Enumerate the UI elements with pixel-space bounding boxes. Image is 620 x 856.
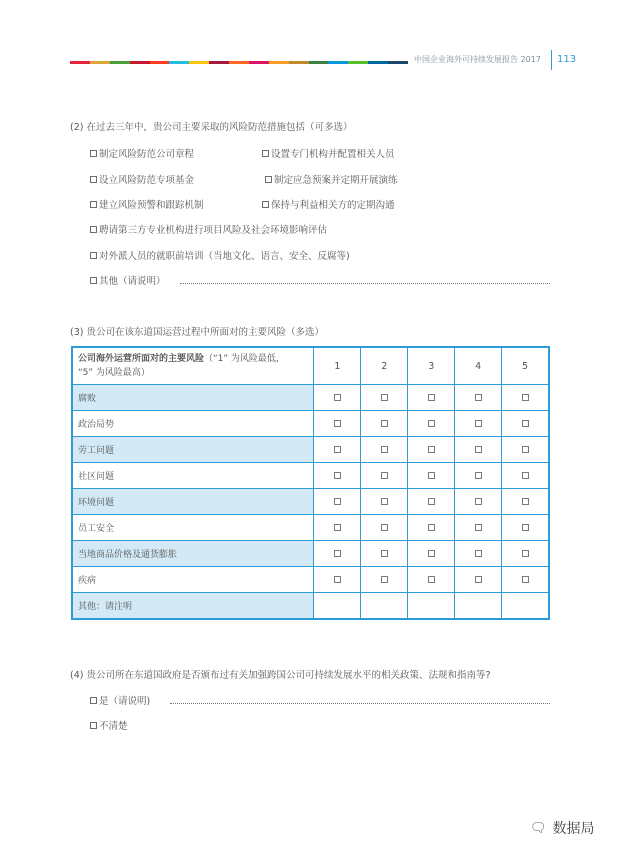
rating-cell[interactable] [502, 385, 549, 411]
scale-header: 4 [455, 347, 502, 385]
checkbox[interactable] [90, 201, 97, 208]
question-4-title: (4) 贵公司所在东道国政府是否颁布过有关加强跨国公司可持续发展水平的相关政策、法规和指南等? [70, 670, 491, 681]
option-label: 设置专门机构并配置相关人员 [271, 149, 395, 160]
header-divider [551, 50, 552, 70]
rating-cell[interactable] [361, 437, 408, 463]
color-bar-segment [388, 61, 408, 64]
rating-cell [314, 593, 361, 620]
rating-cell[interactable] [314, 437, 361, 463]
rating-checkbox[interactable] [381, 524, 388, 531]
rating-cell[interactable] [502, 411, 549, 437]
rating-cell[interactable] [502, 515, 549, 541]
color-bar-segment [189, 61, 209, 64]
rating-cell [455, 593, 502, 620]
rating-cell[interactable] [502, 567, 549, 593]
color-bar-segment [209, 61, 229, 64]
rating-cell[interactable] [455, 515, 502, 541]
rating-checkbox[interactable] [381, 446, 388, 453]
rating-cell[interactable] [455, 411, 502, 437]
rating-checkbox[interactable] [475, 576, 482, 583]
table-header-row [72, 347, 549, 385]
rating-cell[interactable] [361, 515, 408, 541]
option-label: 对外派人员的就职前培训（当地文化、语言、安全、反腐等) [99, 251, 350, 262]
option-label: 是（请说明) [99, 696, 151, 707]
color-bar-segment [150, 61, 170, 64]
question-2-title: (2) 在过去三年中，贵公司主要采取的风险防范措施包括（可多选） [70, 122, 353, 133]
checkbox[interactable] [90, 176, 97, 183]
rating-checkbox[interactable] [475, 472, 482, 479]
rating-checkbox[interactable] [428, 576, 435, 583]
rating-checkbox[interactable] [475, 498, 482, 505]
rating-cell[interactable] [314, 463, 361, 489]
checkbox[interactable] [262, 201, 269, 208]
scale-header: 1 [314, 347, 361, 385]
color-bar-segment [110, 61, 130, 64]
rating-checkbox[interactable] [522, 576, 529, 583]
table-row [72, 515, 549, 541]
checkbox[interactable] [90, 277, 97, 284]
rating-cell[interactable] [408, 541, 455, 567]
color-bar-segment [249, 61, 269, 64]
explain-answer-line[interactable] [170, 703, 550, 704]
risk-label: 社区问题 [72, 463, 314, 489]
rating-checkbox[interactable] [522, 420, 529, 427]
rating-checkbox[interactable] [381, 576, 388, 583]
report-title: 中国企业海外可持续发展报告 2017 [414, 55, 541, 64]
q2-option[interactable] [265, 172, 398, 186]
rating-cell[interactable] [455, 385, 502, 411]
rating-checkbox[interactable] [334, 446, 341, 453]
color-bar-segment [130, 61, 150, 64]
color-bar-segment [289, 61, 309, 64]
rating-cell[interactable] [314, 411, 361, 437]
option-label: 其他（请说明） [99, 276, 166, 287]
rating-checkbox[interactable] [334, 394, 341, 401]
table-row [72, 567, 549, 593]
color-bar-segment [70, 61, 90, 64]
q2-option-other[interactable] [90, 273, 166, 287]
table-row [72, 463, 549, 489]
rating-cell[interactable] [314, 541, 361, 567]
q4-option-yes[interactable] [90, 693, 150, 707]
rating-checkbox[interactable] [334, 550, 341, 557]
rating-checkbox[interactable] [428, 394, 435, 401]
wechat-icon: 🗨 [530, 820, 547, 836]
rating-checkbox[interactable] [428, 498, 435, 505]
rating-checkbox[interactable] [428, 472, 435, 479]
rating-checkbox[interactable] [475, 420, 482, 427]
table-header-label: 公司海外运营所面对的主要风险（“1” 为风险最低， “5” 为风险最高） [72, 347, 314, 385]
table-row [72, 411, 549, 437]
rating-checkbox[interactable] [428, 550, 435, 557]
q4-option-unclear[interactable] [90, 718, 128, 732]
watermark [530, 818, 595, 838]
watermark-text: 数据局 [552, 821, 595, 837]
q2-option[interactable] [90, 248, 350, 262]
table-row [72, 541, 549, 567]
color-bar-segment [309, 61, 329, 64]
risk-label: 其他：请注明 [72, 593, 314, 620]
color-bar-segment [169, 61, 189, 64]
rating-cell[interactable] [408, 567, 455, 593]
rating-checkbox[interactable] [428, 446, 435, 453]
checkbox[interactable] [90, 697, 97, 704]
risk-label: 政治局势 [72, 411, 314, 437]
rating-checkbox[interactable] [381, 420, 388, 427]
rating-cell [502, 593, 549, 620]
rating-cell[interactable] [502, 463, 549, 489]
rating-cell[interactable] [502, 541, 549, 567]
rating-cell[interactable] [361, 385, 408, 411]
rating-checkbox[interactable] [381, 498, 388, 505]
rating-cell[interactable] [455, 567, 502, 593]
rating-cell[interactable] [314, 567, 361, 593]
option-label: 制定应急预案并定期开展演练 [274, 175, 398, 186]
rating-checkbox[interactable] [522, 498, 529, 505]
q2-option[interactable] [90, 222, 327, 236]
rating-cell[interactable] [455, 437, 502, 463]
option-label: 不清楚 [99, 721, 128, 732]
rating-checkbox[interactable] [381, 550, 388, 557]
rating-cell[interactable] [502, 489, 549, 515]
rating-cell[interactable] [314, 489, 361, 515]
rating-cell[interactable] [502, 437, 549, 463]
table-row [72, 385, 549, 411]
table-row [72, 593, 549, 620]
table-row [72, 437, 549, 463]
rating-checkbox[interactable] [522, 472, 529, 479]
risk-label: 劳工问题 [72, 437, 314, 463]
color-bar-segment [90, 61, 110, 64]
rating-cell[interactable] [455, 463, 502, 489]
rating-checkbox[interactable] [475, 446, 482, 453]
option-label: 建立风险预警和跟踪机制 [99, 200, 204, 211]
sdg-color-bar [70, 61, 408, 64]
rating-checkbox[interactable] [334, 472, 341, 479]
rating-cell[interactable] [314, 515, 361, 541]
risk-label: 环境问题 [72, 489, 314, 515]
risk-label: 腐败 [72, 385, 314, 411]
other-answer-line[interactable] [180, 283, 550, 284]
rating-cell[interactable] [361, 463, 408, 489]
rating-checkbox[interactable] [522, 394, 529, 401]
rating-cell[interactable] [455, 541, 502, 567]
rating-cell[interactable] [408, 411, 455, 437]
rating-checkbox[interactable] [522, 550, 529, 557]
rating-checkbox[interactable] [334, 576, 341, 583]
rating-checkbox[interactable] [522, 524, 529, 531]
rating-cell[interactable] [361, 541, 408, 567]
scale-header: 5 [502, 347, 549, 385]
rating-checkbox[interactable] [381, 472, 388, 479]
q2-option[interactable] [90, 172, 194, 186]
option-label: 保持与利益相关方的定期沟通 [271, 200, 395, 211]
rating-checkbox[interactable] [475, 394, 482, 401]
rating-cell[interactable] [408, 515, 455, 541]
checkbox[interactable] [90, 226, 97, 233]
rating-cell[interactable] [361, 489, 408, 515]
table-row [72, 489, 549, 515]
rating-cell [408, 593, 455, 620]
rating-cell[interactable] [361, 411, 408, 437]
rating-checkbox[interactable] [428, 420, 435, 427]
color-bar-segment [229, 61, 249, 64]
rating-cell[interactable] [408, 463, 455, 489]
checkbox[interactable] [90, 150, 97, 157]
rating-cell[interactable] [314, 385, 361, 411]
rating-checkbox[interactable] [475, 550, 482, 557]
checkbox[interactable] [90, 252, 97, 259]
rating-checkbox[interactable] [428, 524, 435, 531]
q2-option[interactable] [90, 146, 194, 160]
rating-cell[interactable] [408, 385, 455, 411]
rating-cell[interactable] [408, 437, 455, 463]
rating-checkbox[interactable] [381, 394, 388, 401]
question-3-title: (3) 贵公司在该东道国运营过程中所面对的主要风险（多选） [70, 327, 324, 338]
color-bar-segment [368, 61, 388, 64]
rating-cell[interactable] [408, 489, 455, 515]
color-bar-segment [328, 61, 348, 64]
risk-label: 疾病 [72, 567, 314, 593]
checkbox[interactable] [262, 150, 269, 157]
rating-cell[interactable] [361, 567, 408, 593]
option-label: 制定风险防范公司章程 [99, 149, 195, 160]
color-bar-segment [269, 61, 289, 64]
q2-option[interactable] [90, 197, 204, 211]
scale-header: 3 [408, 347, 455, 385]
risk-label: 员工安全 [72, 515, 314, 541]
rating-cell[interactable] [455, 489, 502, 515]
scale-header: 2 [361, 347, 408, 385]
risk-rating-table [71, 346, 550, 620]
checkbox[interactable] [90, 722, 97, 729]
rating-checkbox[interactable] [522, 446, 529, 453]
option-label: 设立风险防范专项基金 [99, 175, 195, 186]
rating-checkbox[interactable] [334, 420, 341, 427]
rating-checkbox[interactable] [334, 524, 341, 531]
q2-option[interactable] [262, 146, 395, 160]
risk-label: 当地商品价格及通货膨胀 [72, 541, 314, 567]
color-bar-segment [348, 61, 368, 64]
page-number: 113 [557, 54, 577, 65]
option-label: 聘请第三方专业机构进行项目风险及社会环境影响评估 [99, 225, 328, 236]
rating-checkbox[interactable] [475, 524, 482, 531]
rating-cell [361, 593, 408, 620]
rating-checkbox[interactable] [334, 498, 341, 505]
q2-option[interactable] [262, 197, 395, 211]
checkbox[interactable] [265, 176, 272, 183]
